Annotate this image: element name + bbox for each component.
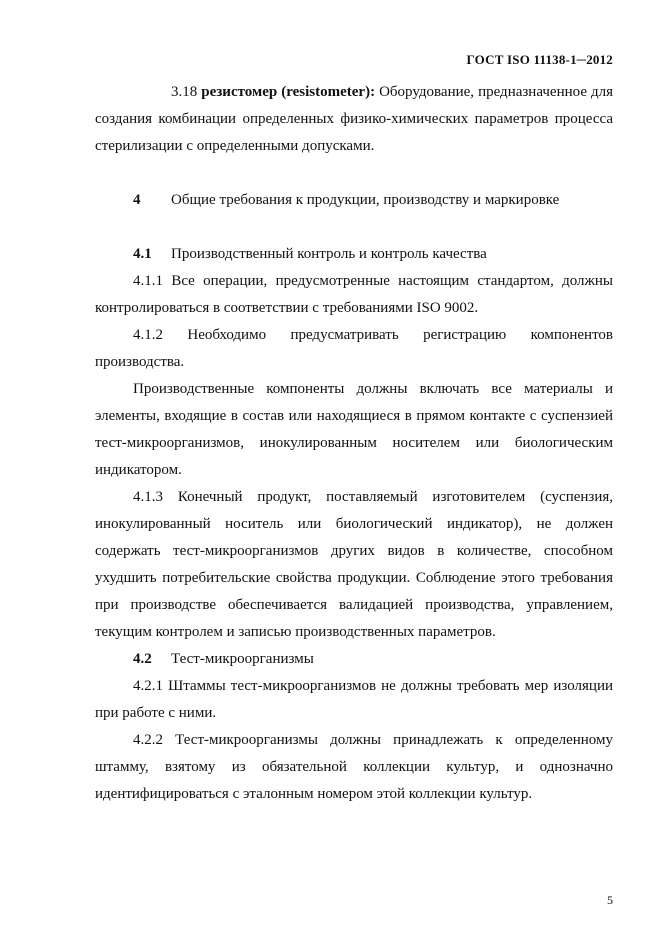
clause-text: Конечный продукт, поставляемый изготовителем (суспензия, инокулированный носитель или биологический индикатор), не должен содержать тест-микроорганизмов других видов в количестве, способном ухудшить потребительские свойства продукции. Соблюдение этого требования при производстве обеспечивается валидацией производства, управлением, текущим контролем и записью производственных параметров. xyxy=(95,489,614,640)
clause-4-1-3 xyxy=(95,484,613,646)
paragraph-components: Производственные компоненты должны включать все материалы и элементы, входящие в состав или находящиеся в прямом контакте с суспензией тест-микроорганизмов, инокулированным носителем или биологическим индикатором. xyxy=(95,381,613,478)
clause-3-18 xyxy=(95,79,613,160)
section-number: 4.2 xyxy=(133,651,152,667)
clause-text: Необходимо предусматривать регистрацию компонентов производства. xyxy=(95,327,614,370)
clause-text: Штаммы тест-микроорганизмов не должны требовать мер изоляции при работе с ними. xyxy=(95,678,614,721)
clause-4-1-2 xyxy=(95,322,613,376)
clause-text: Тест-микроорганизмы должны принадлежать к определенному штамму, взятому из обязательной коллекции культур, и однозначно идентифицироваться с эталонным номером этой коллекции культур. xyxy=(95,732,614,802)
clause-number: 3.18 xyxy=(171,84,198,100)
section-4-heading xyxy=(95,187,613,214)
clause-4-1-1 xyxy=(95,268,613,322)
clause-4-2-1 xyxy=(95,673,613,727)
term: резистомер (resistometer): xyxy=(201,84,376,100)
section-title: Общие требования к продукции, производству и маркировке xyxy=(171,192,560,208)
clause-text: Все операции, предусмотренные настоящим стандартом, должны контролироваться в соответствии с требованиями ISO 9002. xyxy=(95,273,614,316)
clause-number: 4.2.2 xyxy=(133,732,163,748)
section-title: Тест-микроорганизмы xyxy=(171,651,314,667)
page-content xyxy=(95,79,613,808)
page-number: 5 xyxy=(607,893,613,907)
section-title: Производственный контроль и контроль качества xyxy=(171,246,487,262)
clause-4-2-2 xyxy=(95,727,613,808)
clause-number: 4.1.1 xyxy=(133,273,163,289)
section-4-2-heading xyxy=(95,646,613,673)
section-4-1-heading xyxy=(95,241,613,268)
clause-number: 4.1.2 xyxy=(133,327,163,343)
clause-number: 4.2.1 xyxy=(133,678,163,694)
section-number: 4.1 xyxy=(133,246,152,262)
page-header-standard: ГОСТ ISO 11138-1─2012 xyxy=(466,52,613,67)
section-number: 4 xyxy=(133,192,141,208)
clause-number: 4.1.3 xyxy=(133,489,163,505)
clause-text: Оборудование, предназначенное для создания комбинации определенных физико-химических параметров процесса стерилизации с определенными допусками. xyxy=(95,84,614,154)
